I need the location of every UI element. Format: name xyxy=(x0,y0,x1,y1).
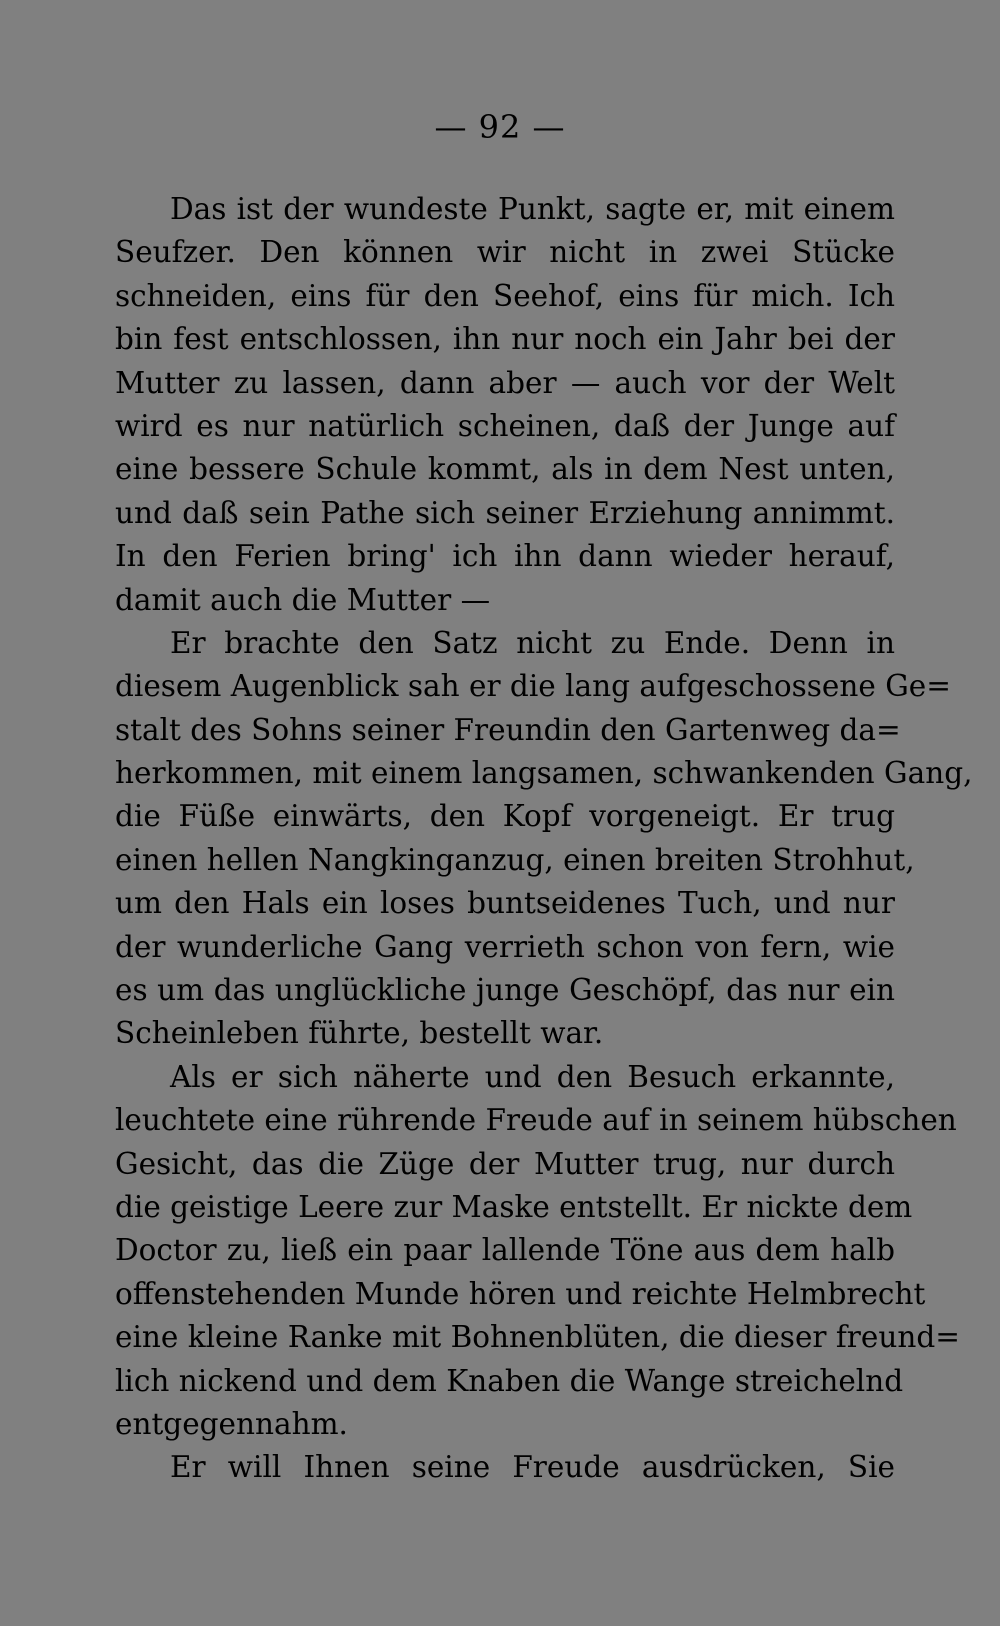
text-line: es um das unglückliche junge Geschöpf, das nur ein xyxy=(115,973,895,1008)
text-line: entgegennahm. xyxy=(115,1406,348,1441)
text-line: bin fest entschlossen, ihn nur noch ein Jahr bei der xyxy=(115,322,895,357)
text-line: In den Ferien bring' ich ihn dann wieder herauf, xyxy=(115,539,895,574)
text-line: die Füße einwärts, den Kopf vorgeneigt. Er trug xyxy=(115,799,895,834)
text-line: einen hellen Nangkinganzug, einen breiten Strohhut, xyxy=(115,842,915,877)
text-line: der wunderliche Gang verrieth schon von fern, wie xyxy=(115,929,895,964)
text-line: herkommen, mit einem langsamen, schwankenden Gang, xyxy=(115,756,973,791)
text-line: damit auch die Mutter — xyxy=(115,582,491,617)
text-line: diesem Augenblick sah er die lang aufgeschossene Ge= xyxy=(115,669,951,704)
text-line: offenstehenden Munde hören und reichte Helmbrecht xyxy=(115,1276,926,1311)
text-line: eine kleine Ranke mit Bohnenblüten, die dieser freund= xyxy=(115,1320,960,1355)
text-line: die geistige Leere zur Maske entstellt. Er nickte dem xyxy=(115,1189,913,1224)
body-text xyxy=(115,188,973,1490)
text-line: um den Hals ein loses buntseidenes Tuch, und nur xyxy=(115,886,895,921)
text-line: und daß sein Pathe sich seiner Erziehung annimmt. xyxy=(115,495,895,530)
text-line: Doctor zu, ließ ein paar lallende Töne aus dem halb xyxy=(115,1233,895,1268)
text-line: Mutter zu lassen, dann aber — auch vor der Welt xyxy=(115,365,895,400)
text-line: wird es nur natürlich scheinen, daß der Junge auf xyxy=(115,408,895,443)
text-line: Als er sich näherte und den Besuch erkannte, xyxy=(170,1059,895,1094)
text-line: Scheinleben führte, bestellt war. xyxy=(115,1016,604,1051)
text-line: Er will Ihnen seine Freude ausdrücken, Sie xyxy=(170,1450,895,1485)
text-line: Seufzer. Den können wir nicht in zwei Stücke xyxy=(115,235,895,270)
text-line: eine bessere Schule kommt, als in dem Nest unten, xyxy=(115,452,895,487)
text-line: lich nickend und dem Knaben die Wange streichelnd xyxy=(115,1363,904,1398)
text-line: leuchtete eine rührende Freude auf in seinem hübschen xyxy=(115,1103,957,1138)
text-line: schneiden, eins für den Seehof, eins für mich. Ich xyxy=(115,278,895,313)
text-line: Er brachte den Satz nicht zu Ende. Denn in xyxy=(170,625,895,660)
page-number-header: — 92 — xyxy=(434,108,566,146)
text-line: stalt des Sohns seiner Freundin den Gartenweg da= xyxy=(115,712,901,747)
text-line: Das ist der wundeste Punkt, sagte er, mit einem xyxy=(170,192,895,226)
text-line: Gesicht, das die Züge der Mutter trug, nur durch xyxy=(115,1146,895,1181)
